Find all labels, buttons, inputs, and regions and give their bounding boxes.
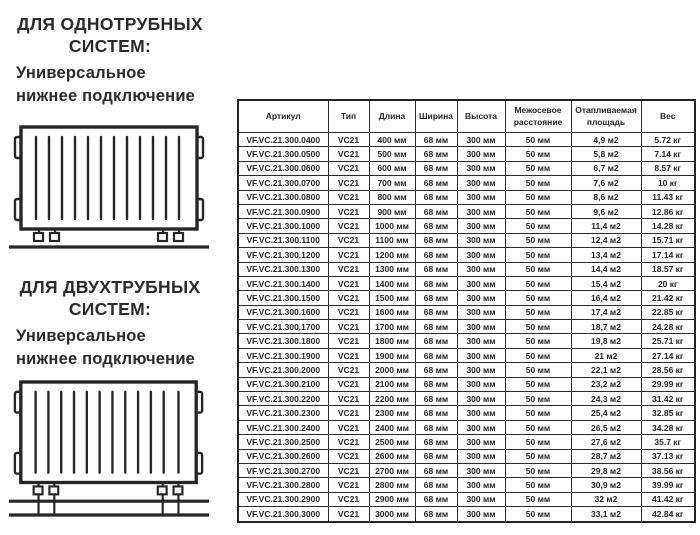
table-cell: 50 мм	[505, 435, 571, 449]
table-row	[238, 248, 695, 262]
table-cell: 10 кг	[641, 176, 695, 190]
table-cell: 68 мм	[415, 435, 457, 449]
subheading-line: нижнее подключение	[16, 350, 196, 369]
table-cell: 1000 мм	[369, 219, 415, 233]
table-cell: 50 мм	[505, 420, 571, 434]
table-cell: VF.VC.21.300.0500	[238, 147, 328, 161]
table-cell: VF.VC.21.300.2200	[238, 392, 328, 406]
table-cell: 8,6 м2	[571, 190, 641, 204]
table-cell: VC21	[328, 478, 369, 492]
table-cell: VF.VC.21.300.1200	[238, 248, 328, 262]
table-cell: 7.14 кг	[641, 147, 695, 161]
table-cell: 300 мм	[457, 204, 505, 218]
table-row	[238, 420, 695, 434]
table-cell: 50 мм	[505, 305, 571, 319]
table-cell: 25.71 кг	[641, 334, 695, 348]
table-cell: 50 мм	[505, 492, 571, 506]
radiator-two-pipe-diagram-icon	[8, 375, 210, 522]
table-cell: 24.28 кг	[641, 320, 695, 334]
table-cell: VF.VC.21.300.2300	[238, 406, 328, 420]
heading-line: СИСТЕМ:	[68, 299, 152, 320]
table-cell: 50 мм	[505, 334, 571, 348]
table-cell: 5.72 кг	[641, 133, 695, 147]
table-row	[238, 449, 695, 463]
table-cell: VC21	[328, 492, 369, 506]
table-cell: 32 м2	[571, 492, 641, 506]
table-cell: 68 мм	[415, 248, 457, 262]
table-cell: 300 мм	[457, 190, 505, 204]
table-row	[238, 463, 695, 477]
table-cell: 68 мм	[415, 449, 457, 463]
table-cell: 1700 мм	[369, 320, 415, 334]
table-cell: 50 мм	[505, 377, 571, 391]
table-cell: 300 мм	[457, 363, 505, 377]
table-cell: VF.VC.21.300.2500	[238, 435, 328, 449]
table-cell: 300 мм	[457, 320, 505, 334]
table-row	[238, 406, 695, 420]
two-pipe-subheading	[16, 325, 231, 372]
column-header-height: Высота	[457, 100, 505, 133]
table-cell: 50 мм	[505, 133, 571, 147]
table-cell: 900 мм	[369, 204, 415, 218]
table-cell: 42.84 кг	[641, 507, 695, 522]
table-cell: 11.43 кг	[641, 190, 695, 204]
table-cell: 2900 мм	[369, 492, 415, 506]
table-cell: 300 мм	[457, 176, 505, 190]
table-cell: 68 мм	[415, 463, 457, 477]
table-cell: 68 мм	[415, 161, 457, 175]
column-header-width: Ширина	[415, 100, 457, 133]
table-cell: VF.VC.21.300.0700	[238, 176, 328, 190]
table-cell: 300 мм	[457, 248, 505, 262]
table-row	[238, 334, 695, 348]
table-cell: 3000 мм	[369, 507, 415, 522]
single-pipe-heading	[0, 13, 220, 58]
table-cell: VC21	[328, 449, 369, 463]
table-cell: 35.7 кг	[641, 435, 695, 449]
table-cell: 50 мм	[505, 276, 571, 290]
table-cell: 300 мм	[457, 348, 505, 362]
table-cell: 39.99 кг	[641, 478, 695, 492]
table-cell: 30,9 м2	[571, 478, 641, 492]
table-cell: 68 мм	[415, 204, 457, 218]
table-cell: VF.VC.21.300.2100	[238, 377, 328, 391]
radiator-single-pipe-diagram-icon	[8, 119, 210, 253]
table-cell: 26,5 м2	[571, 420, 641, 434]
table-cell: 12,4 м2	[571, 233, 641, 247]
table-cell: 68 мм	[415, 363, 457, 377]
table-cell: 11,4 м2	[571, 219, 641, 233]
table-row	[238, 291, 695, 305]
table-row	[238, 507, 695, 522]
table-cell: 9,6 м2	[571, 204, 641, 218]
table-cell: VC21	[328, 291, 369, 305]
table-cell: 1600 мм	[369, 305, 415, 319]
table-row	[238, 348, 695, 362]
table-row	[238, 133, 695, 147]
table-cell: 68 мм	[415, 377, 457, 391]
table-cell: 16,4 м2	[571, 291, 641, 305]
table-cell: 22.85 кг	[641, 305, 695, 319]
table-cell: 1300 мм	[369, 262, 415, 276]
table-cell: 68 мм	[415, 305, 457, 319]
table-cell: VC21	[328, 305, 369, 319]
table-cell: 22,1 м2	[571, 363, 641, 377]
table-cell: VF.VC.21.300.0400	[238, 133, 328, 147]
column-header-heated-area: Отапливаемая площадь	[571, 100, 641, 133]
table-cell: VC21	[328, 190, 369, 204]
table-cell: VC21	[328, 392, 369, 406]
table-cell: 7,6 м2	[571, 176, 641, 190]
table-cell: 300 мм	[457, 463, 505, 477]
table-cell: VC21	[328, 463, 369, 477]
table-cell: 50 мм	[505, 463, 571, 477]
table-cell: 33,1 м2	[571, 507, 641, 522]
table-cell: VC21	[328, 176, 369, 190]
table-cell: 50 мм	[505, 176, 571, 190]
table-row	[238, 363, 695, 377]
two-pipe-heading	[0, 276, 220, 321]
table-cell: 68 мм	[415, 348, 457, 362]
table-cell: 50 мм	[505, 147, 571, 161]
table-cell: 50 мм	[505, 478, 571, 492]
table-cell: 1100 мм	[369, 233, 415, 247]
table-cell: 19,8 м2	[571, 334, 641, 348]
radiator-spec-table	[237, 99, 696, 523]
table-cell: VC21	[328, 363, 369, 377]
table-cell: VF.VC.21.300.2400	[238, 420, 328, 434]
table-cell: 300 мм	[457, 262, 505, 276]
table-cell: 68 мм	[415, 133, 457, 147]
table-cell: 17,4 м2	[571, 305, 641, 319]
table-cell: VC21	[328, 276, 369, 290]
table-cell: 2400 мм	[369, 420, 415, 434]
table-cell: 300 мм	[457, 392, 505, 406]
table-header	[238, 100, 695, 133]
table-cell: VC21	[328, 406, 369, 420]
column-header-axle-distance: Межосевое расстояние	[505, 100, 571, 133]
table-cell: VF.VC.21.300.1000	[238, 219, 328, 233]
table-cell: VF.VC.21.300.1400	[238, 276, 328, 290]
table-cell: 14.28 кг	[641, 219, 695, 233]
table-cell: 28.56 кг	[641, 363, 695, 377]
table-cell: 2100 мм	[369, 377, 415, 391]
table-cell: VC21	[328, 420, 369, 434]
table-cell: 32.85 кг	[641, 406, 695, 420]
table-row	[238, 305, 695, 319]
table-cell: 1400 мм	[369, 276, 415, 290]
table-cell: 2800 мм	[369, 478, 415, 492]
table-cell: 300 мм	[457, 219, 505, 233]
table-cell: VF.VC.21.300.1700	[238, 320, 328, 334]
table-cell: 15,4 м2	[571, 276, 641, 290]
table-cell: VC21	[328, 204, 369, 218]
table-cell: 68 мм	[415, 507, 457, 522]
table-cell: 500 мм	[369, 147, 415, 161]
table-cell: 31.42 кг	[641, 392, 695, 406]
table-cell: 4,9 м2	[571, 133, 641, 147]
table-cell: 37.13 кг	[641, 449, 695, 463]
table-cell: 300 мм	[457, 334, 505, 348]
table-cell: VF.VC.21.300.2700	[238, 463, 328, 477]
table-cell: 50 мм	[505, 406, 571, 420]
column-header-article: Артикул	[238, 100, 328, 133]
table-cell: 1500 мм	[369, 291, 415, 305]
table-cell: 68 мм	[415, 190, 457, 204]
subheading-line: нижнее подключение	[16, 87, 196, 106]
table-cell: 18.57 кг	[641, 262, 695, 276]
table-cell: 41.42 кг	[641, 492, 695, 506]
table-cell: 15.71 кг	[641, 233, 695, 247]
table-cell: 300 мм	[457, 133, 505, 147]
table-cell: 50 мм	[505, 233, 571, 247]
table-cell: 13,4 м2	[571, 248, 641, 262]
table-cell: 300 мм	[457, 435, 505, 449]
table-cell: 17.14 кг	[641, 248, 695, 262]
table-row	[238, 161, 695, 175]
table-cell: 68 мм	[415, 262, 457, 276]
table-cell: 12.86 кг	[641, 204, 695, 218]
table-cell: 27.14 кг	[641, 348, 695, 362]
table-cell: 300 мм	[457, 507, 505, 522]
subheading-line: Универсальное	[16, 64, 146, 82]
table-cell: 50 мм	[505, 291, 571, 305]
table-cell: 300 мм	[457, 420, 505, 434]
table-cell: VC21	[328, 161, 369, 175]
table-cell: 68 мм	[415, 406, 457, 420]
table-cell: 300 мм	[457, 276, 505, 290]
table-cell: 50 мм	[505, 392, 571, 406]
table-row	[238, 435, 695, 449]
table-cell: 300 мм	[457, 449, 505, 463]
table-row	[238, 276, 695, 290]
table-cell: 68 мм	[415, 176, 457, 190]
table-row	[238, 233, 695, 247]
table-cell: 38.56 кг	[641, 463, 695, 477]
subheading-line: Универсальное	[16, 327, 146, 345]
table-cell: 50 мм	[505, 204, 571, 218]
table-cell: VF.VC.21.300.2900	[238, 492, 328, 506]
table-cell: 8.57 кг	[641, 161, 695, 175]
table-cell: VC21	[328, 377, 369, 391]
table-cell: VF.VC.21.300.1100	[238, 233, 328, 247]
table-row	[238, 190, 695, 204]
table-cell: 300 мм	[457, 406, 505, 420]
table-cell: 2300 мм	[369, 406, 415, 420]
table-cell: VC21	[328, 248, 369, 262]
table-cell: 68 мм	[415, 392, 457, 406]
table-cell: 20 кг	[641, 276, 695, 290]
table-cell: 68 мм	[415, 478, 457, 492]
table-cell: 300 мм	[457, 377, 505, 391]
header-row	[238, 100, 695, 133]
table-cell: 50 мм	[505, 449, 571, 463]
table-row	[238, 320, 695, 334]
table-body	[238, 133, 695, 522]
table-cell: VF.VC.21.300.2000	[238, 363, 328, 377]
heading-line: ДЛЯ ОДНОТРУБНЫХ	[17, 14, 203, 34]
table-cell: 300 мм	[457, 478, 505, 492]
heading-line: ДЛЯ ДВУХТРУБНЫХ	[19, 277, 201, 297]
table-cell: 68 мм	[415, 291, 457, 305]
table-cell: 50 мм	[505, 363, 571, 377]
table-cell: 14,4 м2	[571, 262, 641, 276]
table-row	[238, 176, 695, 190]
table-cell: 24,3 м2	[571, 392, 641, 406]
table-cell: 50 мм	[505, 248, 571, 262]
table-cell: 800 мм	[369, 190, 415, 204]
heading-line: СИСТЕМ:	[68, 36, 152, 57]
table-row	[238, 377, 695, 391]
table-cell: 23,2 м2	[571, 377, 641, 391]
table-cell: 21.42 кг	[641, 291, 695, 305]
table-cell: 2500 мм	[369, 435, 415, 449]
table-cell: VF.VC.21.300.1600	[238, 305, 328, 319]
table-cell: 68 мм	[415, 334, 457, 348]
table-cell: 50 мм	[505, 348, 571, 362]
column-header-type: Тип	[328, 100, 369, 133]
table-cell: VC21	[328, 320, 369, 334]
table-cell: 50 мм	[505, 262, 571, 276]
table-cell: VC21	[328, 147, 369, 161]
table-cell: VC21	[328, 219, 369, 233]
table-cell: 68 мм	[415, 276, 457, 290]
table-cell: 50 мм	[505, 507, 571, 522]
table-cell: 68 мм	[415, 320, 457, 334]
table-row	[238, 147, 695, 161]
table-cell: 68 мм	[415, 420, 457, 434]
table-cell: 68 мм	[415, 147, 457, 161]
table-cell: VC21	[328, 348, 369, 362]
table-cell: VC21	[328, 334, 369, 348]
table-cell: 68 мм	[415, 219, 457, 233]
table-cell: VF.VC.21.300.0900	[238, 204, 328, 218]
left-panel	[0, 0, 235, 535]
table-cell: 68 мм	[415, 233, 457, 247]
table-cell: VF.VC.21.300.1500	[238, 291, 328, 305]
table-cell: VC21	[328, 233, 369, 247]
table-cell: VF.VC.21.300.1300	[238, 262, 328, 276]
table-cell: 1800 мм	[369, 334, 415, 348]
table-cell: VF.VC.21.300.2800	[238, 478, 328, 492]
table-cell: 300 мм	[457, 161, 505, 175]
table-cell: 50 мм	[505, 190, 571, 204]
table-cell: 27,6 м2	[571, 435, 641, 449]
table-cell: 2700 мм	[369, 463, 415, 477]
table-row	[238, 478, 695, 492]
table-cell: VF.VC.21.300.2600	[238, 449, 328, 463]
table-cell: 600 мм	[369, 161, 415, 175]
table-cell: 28,7 м2	[571, 449, 641, 463]
table-cell: 300 мм	[457, 147, 505, 161]
table-cell: VF.VC.21.300.1800	[238, 334, 328, 348]
table-row	[238, 392, 695, 406]
table-row	[238, 219, 695, 233]
table-row	[238, 204, 695, 218]
table-cell: VC21	[328, 133, 369, 147]
table-cell: 18,7 м2	[571, 320, 641, 334]
table-cell: 25,4 м2	[571, 406, 641, 420]
table-cell: VC21	[328, 262, 369, 276]
table-cell: 1900 мм	[369, 348, 415, 362]
table-cell: 68 мм	[415, 492, 457, 506]
table-cell: 300 мм	[457, 492, 505, 506]
table-cell: 6,7 м2	[571, 161, 641, 175]
table-cell: 2000 мм	[369, 363, 415, 377]
table-cell: 29.99 кг	[641, 377, 695, 391]
table-row	[238, 262, 695, 276]
table-cell: 300 мм	[457, 305, 505, 319]
table-cell: VC21	[328, 507, 369, 522]
table-cell: 300 мм	[457, 233, 505, 247]
table-cell: 700 мм	[369, 176, 415, 190]
table-cell: 50 мм	[505, 161, 571, 175]
table-cell: VF.VC.21.300.1900	[238, 348, 328, 362]
table-cell: 50 мм	[505, 219, 571, 233]
table-cell: 2200 мм	[369, 392, 415, 406]
table-cell: 34.28 кг	[641, 420, 695, 434]
column-header-length: Длина	[369, 100, 415, 133]
table-row	[238, 492, 695, 506]
table-cell: 29,8 м2	[571, 463, 641, 477]
table-cell: 50 мм	[505, 320, 571, 334]
table-cell: 5,8 м2	[571, 147, 641, 161]
table-cell: 1200 мм	[369, 248, 415, 262]
table-cell: VC21	[328, 435, 369, 449]
table-cell: VF.VC.21.300.0600	[238, 161, 328, 175]
single-pipe-subheading	[16, 62, 231, 109]
column-header-weight: Вес	[641, 100, 695, 133]
table-cell: 2600 мм	[369, 449, 415, 463]
table-cell: 400 мм	[369, 133, 415, 147]
table-cell: VF.VC.21.300.3000	[238, 507, 328, 522]
table-cell: 21 м2	[571, 348, 641, 362]
table-cell: 300 мм	[457, 291, 505, 305]
table-cell: VF.VC.21.300.0800	[238, 190, 328, 204]
